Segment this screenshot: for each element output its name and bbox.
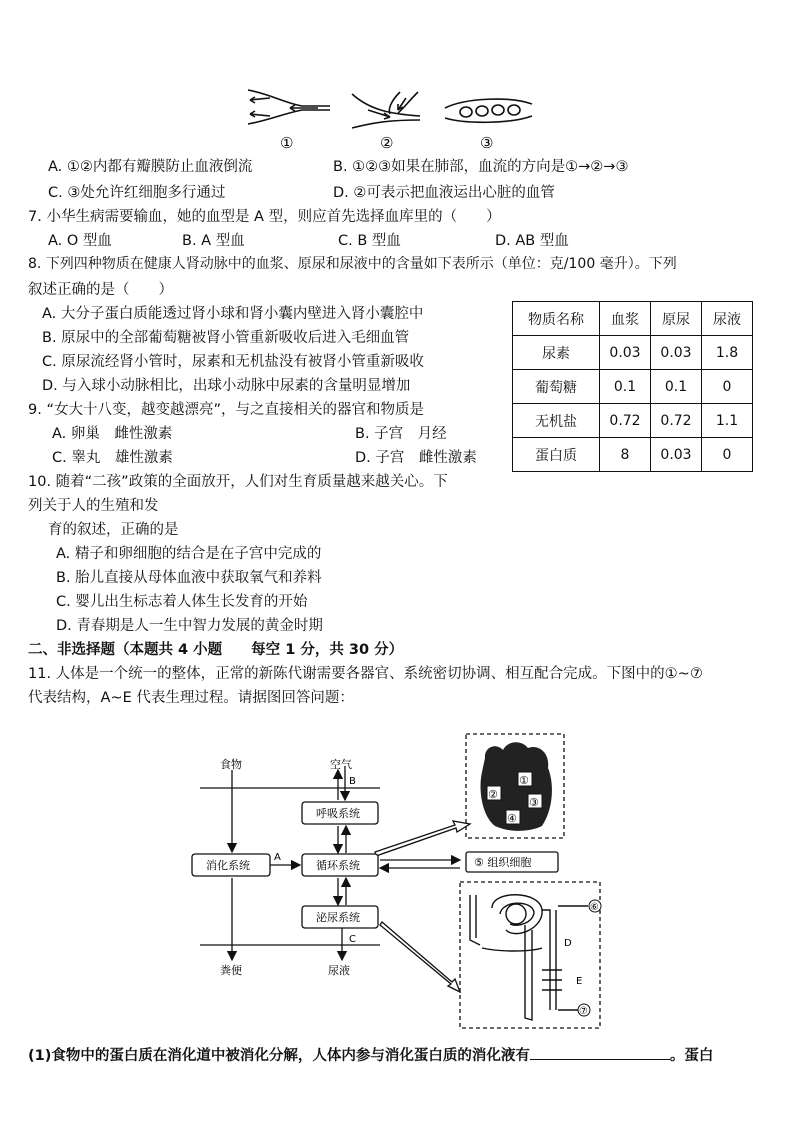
table-row [513, 438, 753, 472]
q10-option-d: D. 青春期是人一生中智力发展的黄金时期 [56, 618, 323, 634]
q10-stem-line3: 育的叙述，正确的是 [48, 522, 179, 538]
vessel-label-3: ③ [480, 134, 494, 152]
nephron-label-6: ⑥ [590, 902, 599, 913]
q6-option-d: D. ②可表示把血液运出心脏的血管 [333, 185, 555, 201]
q9-option-d: D. 子宫 雌性激素 [355, 450, 477, 466]
diagram-feces: 粪便 [220, 964, 242, 977]
q8-stem-line2: 叙述正确的是（ ） [28, 282, 173, 298]
table-cell: 尿素 [513, 336, 600, 370]
vessel-label-2: ② [380, 134, 394, 152]
q10-option-c: C. 婴儿出生标志着人体生长发育的开始 [56, 594, 308, 610]
diagram-urinary: 泌尿系统 [316, 911, 360, 924]
q6-option-c: C. ③处允许红细胞多行通过 [48, 185, 226, 201]
diagram-respiratory: 呼吸系统 [316, 807, 360, 820]
nephron-label-d: D [564, 938, 572, 949]
nephron-label-e: E [576, 976, 583, 987]
diagram-label-a: A [274, 852, 281, 863]
q8-stem-line1: 8. 下列四种物质在健康人肾动脉中的血浆、原尿和尿液中的含量如下表所示（单位：克/100 毫升）。下列 [28, 256, 677, 272]
q11-sub1-tail: 。蛋白 [669, 1048, 714, 1064]
table-cell: 葡萄糖 [513, 370, 600, 404]
table-cell: 0 [702, 438, 753, 472]
diagram-digestive: 消化系统 [206, 859, 250, 872]
q11-sub1-text: (1)食物中的蛋白质在消化道中被消化分解，人体内参与消化蛋白质的消化液有 [28, 1048, 530, 1064]
diagram-label-b: B [349, 776, 356, 787]
q11-sub1 [28, 1044, 713, 1065]
vessel-2 [352, 92, 420, 128]
diagram-circulatory: 循环系统 [316, 859, 360, 872]
heart-label-4: ④ [507, 812, 517, 825]
table-header: 原尿 [651, 302, 702, 336]
nephron-illustration [470, 895, 588, 1020]
q10-stem-line1: 10. 随着“二孩”政策的全面放开，人们对生育质量越来越关心。下 [28, 474, 448, 490]
table-cell: 8 [600, 438, 651, 472]
q7-option-b: B. A 型血 [182, 233, 245, 249]
table-row [513, 336, 753, 370]
table-cell: 1.1 [702, 404, 753, 438]
q9-option-b: B. 子宫 月经 [355, 426, 447, 442]
metabolism-diagram [170, 730, 610, 1030]
q9-option-a: A. 卵巢 雌性激素 [52, 426, 173, 442]
q8-option-a: A. 大分子蛋白质能透过肾小球和肾小囊内壁进入肾小囊腔中 [42, 306, 424, 322]
q6-option-b: B. ①②③如果在肺部，血流的方向是①→②→③ [333, 159, 629, 175]
q11-line2: 代表结构，A~E 代表生理过程。请据图回答问题： [28, 690, 354, 706]
table-cell: 0.03 [651, 438, 702, 472]
vessel-3 [445, 99, 532, 122]
q10-stem-line2: 列关于人的生殖和发 [28, 498, 159, 514]
table-cell: 0.03 [651, 336, 702, 370]
q10-option-b: B. 胎儿直接从母体血液中获取氧气和养料 [56, 570, 322, 586]
table-cell: 蛋白质 [513, 438, 600, 472]
diagram-tissue: ⑤ 组织细胞 [474, 856, 532, 869]
q7-option-a: A. O 型血 [48, 233, 112, 249]
table-header: 血浆 [600, 302, 651, 336]
table-row [513, 370, 753, 404]
table-header-row [513, 302, 753, 336]
heart-label-2: ② [488, 788, 498, 801]
table-cell: 0.1 [651, 370, 702, 404]
table-header: 尿液 [702, 302, 753, 336]
diagram-label-c: C [349, 934, 356, 945]
q10-option-a: A. 精子和卵细胞的结合是在子宫中完成的 [56, 546, 322, 562]
table-header: 物质名称 [513, 302, 600, 336]
table-cell: 0 [702, 370, 753, 404]
diagram-air: 空气 [330, 758, 352, 771]
diagram-food: 食物 [220, 758, 242, 771]
q9-stem: 9. “女大十八变，越变越漂亮”，与之直接相关的器官和物质是 [28, 402, 424, 418]
q8-option-b: B. 原尿中的全部葡萄糖被肾小管重新吸收后进入毛细血管 [42, 330, 410, 346]
table-cell: 0.03 [600, 336, 651, 370]
q7-stem: 7. 小华生病需要输血，她的血型是 A 型，则应首先选择血库里的（ ） [28, 209, 501, 225]
table-cell: 0.72 [600, 404, 651, 438]
heart-label-1: ① [519, 774, 529, 787]
nephron-label-7: ⑦ [579, 1006, 588, 1017]
diagram-urine: 尿液 [328, 964, 350, 977]
section-heading: 二、非选择题（本题共 4 小题 每空 1 分，共 30 分） [28, 642, 404, 658]
q7-option-c: C. B 型血 [338, 233, 401, 249]
q8-option-d: D. 与入球小动脉相比，出球小动脉中尿素的含量明显增加 [42, 378, 411, 394]
q11-line1: 11. 人体是一个统一的整体，正常的新陈代谢需要各器官、系统密切协调、相互配合完成。下图中的①~⑦ [28, 666, 703, 682]
table-cell: 无机盐 [513, 404, 600, 438]
table-cell: 0.72 [651, 404, 702, 438]
q7-option-d: D. AB 型血 [495, 233, 569, 249]
q9-option-c: C. 睾丸 雄性激素 [52, 450, 173, 466]
q8-option-c: C. 原尿流经肾小管时，尿素和无机盐没有被肾小管重新吸收 [42, 354, 424, 370]
answer-blank[interactable] [530, 1045, 670, 1060]
substance-table [512, 301, 753, 472]
vessel-1 [248, 90, 330, 124]
table-row [513, 404, 753, 438]
vessel-diagrams [240, 80, 540, 152]
table-cell: 0.1 [600, 370, 651, 404]
vessel-label-1: ① [280, 134, 294, 152]
q6-option-a: A. ①②内都有瓣膜防止血液倒流 [48, 159, 253, 175]
table-cell: 1.8 [702, 336, 753, 370]
heart-label-3: ③ [529, 796, 539, 809]
